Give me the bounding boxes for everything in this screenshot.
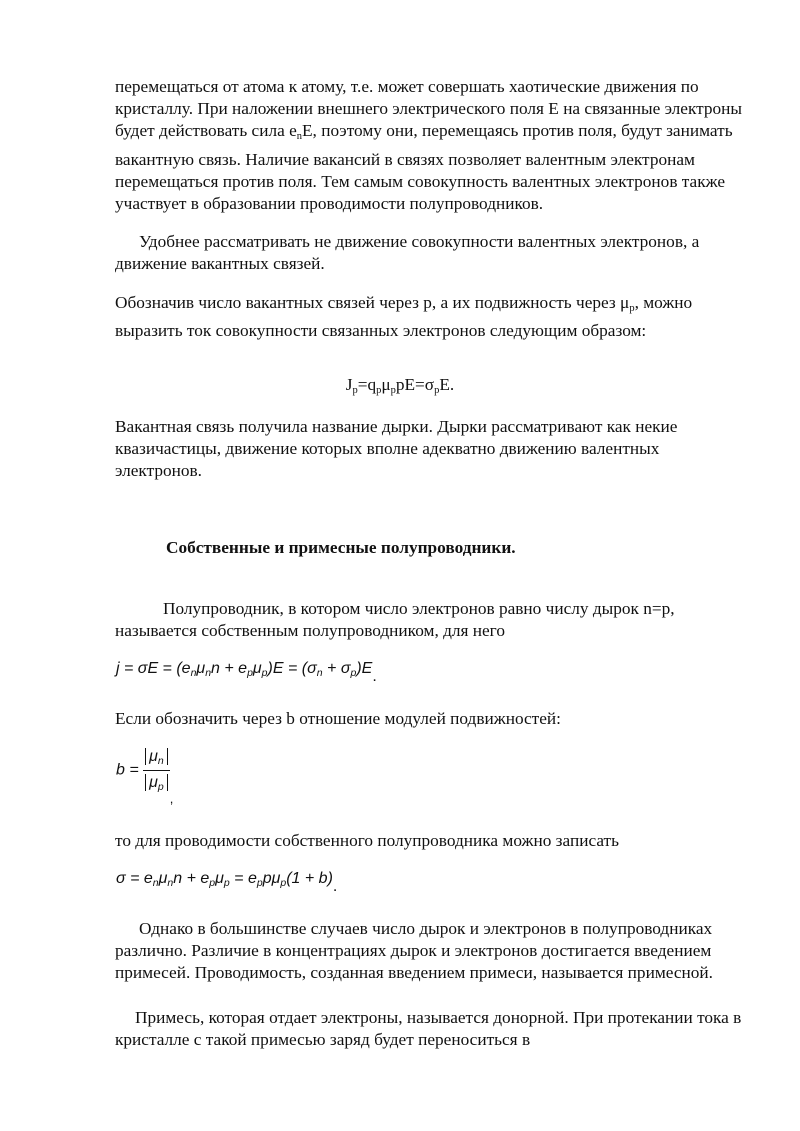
fraction: $\frac{\mu_n}{\mu_p}$	[143, 748, 170, 793]
paragraph-8: Однако в большинстве случаев число дырок и электронов в полупроводниках различно. Различие в концентрациях дырок и электронов достигается введением примесей. Проводимость, созданная введением примеси, называется примесной.	[115, 919, 713, 983]
paragraph-3	[115, 292, 745, 342]
paragraph-6: Если обозначить через b отношение модулей подвижностей:	[115, 709, 561, 728]
paragraph-9: Примесь, которая отдает электроны, называется донорной. При протекании тока в кристалле с такой примесью заряд будет переноситься в	[115, 1008, 742, 1050]
paragraph-2: Удобнее рассматривать не движение совокупности валентных электронов, а движение вакантных связей.	[115, 232, 700, 274]
paragraph-3-text: Обозначив число вакантных связей через p, а их подвижность через μ	[115, 293, 630, 312]
subscript: p	[629, 303, 635, 314]
formula-conductivity: $\sigma = e_n\mu_nn + e_p\mu_p = e_pp\mu_p(1 + b)$.	[116, 870, 338, 895]
paragraph-1	[115, 76, 745, 215]
formula-current-density: $j = \sigma E = (e_n\mu_nn + e_p\mu_p)E = (\sigma_n + \sigma_p)E$.	[116, 660, 377, 685]
section-title: Собственные и примесные полупроводники.	[166, 538, 516, 557]
paragraph-3-tail: , можно выразить ток совокупности связанных электронов следующим образом:	[115, 293, 693, 341]
paragraph-1-text: перемещаться от атома к атому, т.е. может совершать хаотические движения по кристаллу. При наложении внешнего электрического поля E на связанные электроны будет действовать сила e	[115, 77, 743, 141]
paragraph-1-tail: E, поэтому они, перемещаясь против поля, будут занимать вакантную связь. Наличие вакансий в связях позволяет валентным электронам перемещаться против поля. Тем самым совокупность валентных электронов также участвует в образовании проводимости полупроводников.	[115, 121, 733, 214]
subscript: n	[296, 131, 302, 143]
formula-mobility-ratio: b = $\frac{\mu_n}{\mu_p}$ $_,$	[116, 748, 174, 806]
equation-current: $J_p=q_p\mu_ppE=\sigma_pE$.	[345, 375, 455, 396]
paragraph-5: Полупроводник, в котором число электронов равно числу дырок n=p, называется собственным полупроводником, для него	[115, 599, 675, 641]
paragraph-4: Вакантная связь получила название дырки. Дырки рассматривают как некие квазичастицы, движение которых вполне адекватно движению валентных электронов.	[115, 417, 678, 481]
paragraph-7: то для проводимости собственного полупроводника можно записать	[115, 831, 619, 850]
